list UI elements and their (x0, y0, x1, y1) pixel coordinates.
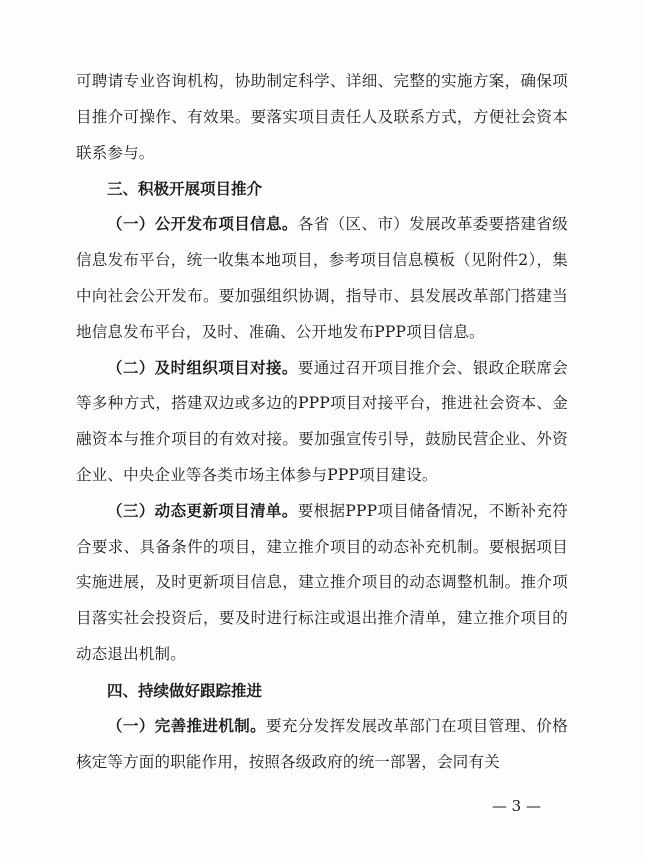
paragraph-4-1 (76, 709, 568, 781)
paragraph-continuation: 可聘请专业咨询机构，协助制定科学、详细、完整的实施方案，确保项目推介可操作、有效果。要落实项目责任人及联系方式，方便社会资本联系参与。 (76, 72, 568, 162)
section-heading-3: 三、积极开展项目推介 (107, 180, 263, 199)
paragraph-body: 要充分发挥发展改革部门在项目管理、价格核定等方面的职能作用，按照各级政府的统一部署，会同有关 (76, 716, 568, 771)
paragraph-3-3 (76, 494, 568, 673)
paragraph-lead: （一）完善推进机制。 (107, 716, 267, 735)
paragraph-lead: （一）公开发布项目信息。 (107, 215, 298, 234)
paragraph-3-1 (76, 207, 568, 350)
document-body (76, 64, 568, 780)
page-number: — 3 — (491, 797, 541, 815)
paragraph-body: 各省（区、市）发展改革委要搭建省级信息发布平台，统一收集本地项目，参考项目信息模板（见附件2），集中向社会公开发布。要加强组织协调，指导市、县发展改革部门搭建当地信息发布平台，及时、准确、公开地发布PPP项目信息。 (76, 215, 568, 341)
paragraph-lead: （二）及时组织项目对接。 (107, 358, 298, 377)
paragraph-3-2 (76, 351, 568, 494)
paragraph-body: 要通过召开项目推介会、银政企联席会等多种方式，搭建双边或多边的PPP项目对接平台，推进社会资本、金融资本与推介项目的有效对接。要加强宣传引导，鼓励民营企业、外资企业、中央企业等各类市场主体参与PPP项目建设。 (76, 358, 568, 484)
paragraph-lead: （三）动态更新项目清单。 (107, 501, 298, 520)
section-heading-4: 四、持续做好跟踪推进 (107, 681, 263, 700)
paragraph-body: 要根据PPP项目储备情况，不断补充符合要求、具备条件的项目，建立推介项目的动态补充机制。要根据项目实施进展，及时更新项目信息，建立推介项目的动态调整机制。推介项目落实社会投资后，要及时进行标注或退出推介清单，建立推介项目的动态退出机制。 (76, 501, 568, 663)
